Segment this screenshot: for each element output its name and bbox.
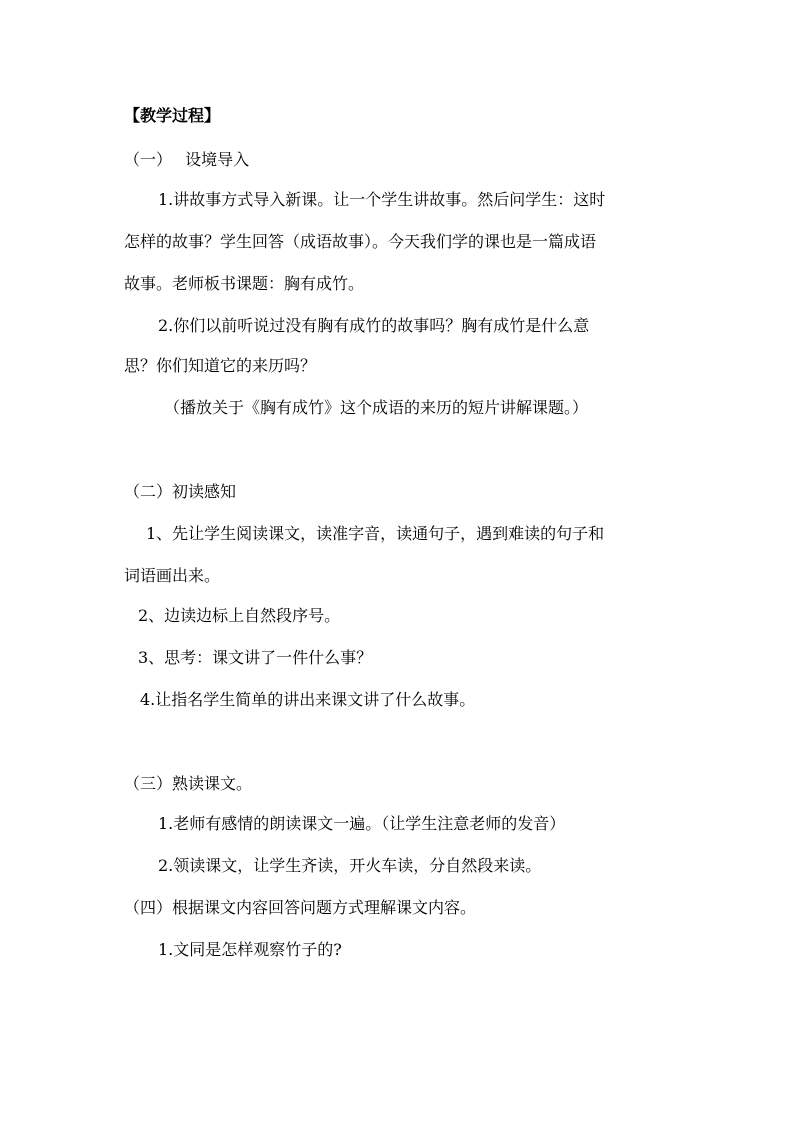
part1-note: （播放关于《胸有成竹》这个成语的来历的短片讲解课题。） <box>164 398 589 417</box>
part4-item1: 1.文同是怎样观察竹子的? <box>158 940 342 959</box>
part1-item1-line1: 1.讲故事方式导入新课。让一个学生讲故事。然后问学生：这时 <box>158 190 606 209</box>
part2-item2: 2、边读边标上自然段序号。 <box>138 606 341 625</box>
part2-item1-line1: 1、先让学生阅读课文，读准字音，读通句子，遇到难读的句子和 <box>146 524 605 543</box>
part1-heading: （一） 设境导入 <box>124 150 250 169</box>
part3-item2: 2.领读课文，让学生齐读，开火车读，分自然段来读。 <box>158 856 542 875</box>
part2-heading: （二）初读感知 <box>124 482 237 501</box>
part2-item3: 3、思考：课文讲了一件什么事？ <box>138 648 373 667</box>
part1-item1-line2: 怎样的故事？学生回答（成语故事）。今天我们学的课也是一篇成语 <box>124 232 597 251</box>
part1-item2-line2: 思？你们知道它的来历吗？ <box>124 356 317 375</box>
part4-heading: （四）根据课文内容回答问题方式理解课文内容。 <box>124 898 477 917</box>
part2-item1-line2: 词语画出来。 <box>124 566 221 585</box>
part3-heading: （三）熟读课文。 <box>124 774 253 793</box>
part1-item2-line1: 2.你们以前听说过没有胸有成竹的故事吗？胸有成竹是什么意 <box>158 316 590 335</box>
part1-item1-line3: 故事。老师板书课题：胸有成竹。 <box>124 274 365 293</box>
part2-item4: 4.让指名学生简单的讲出来课文讲了什么故事。 <box>140 690 476 709</box>
part3-item1: 1.老师有感情的朗读课文一遍。（让学生注意老师的发音） <box>158 814 566 833</box>
section-title: 【教学过程】 <box>124 106 221 125</box>
